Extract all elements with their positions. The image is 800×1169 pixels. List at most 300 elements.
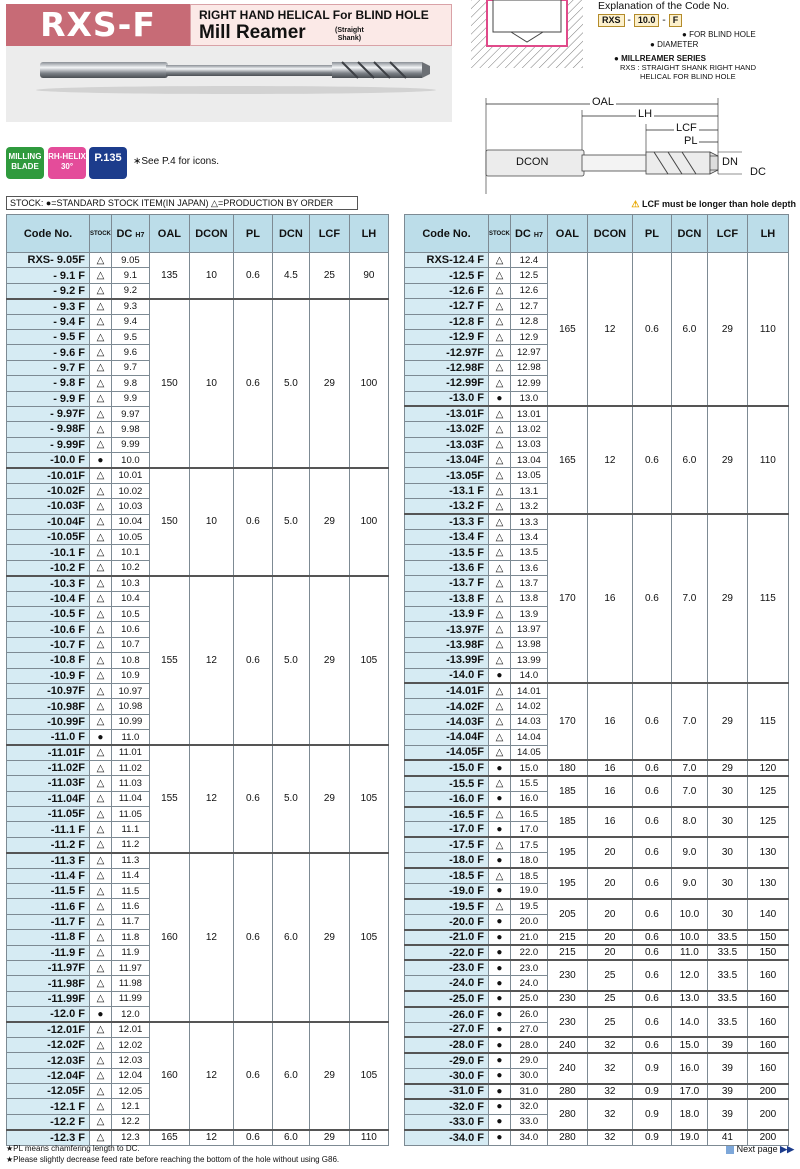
dc-cell: 19.0 <box>510 884 547 899</box>
table-row <box>7 1022 389 1037</box>
dcn-cell: 6.0 <box>272 853 309 1022</box>
code-cell: - 9.4 F <box>7 314 90 329</box>
stock-cell: △ <box>90 283 112 298</box>
dcon-cell: 16 <box>587 683 632 760</box>
stock-cell: ● <box>489 960 511 975</box>
dc-cell: 13.99 <box>510 653 547 668</box>
dcn-cell: 6.0 <box>272 1130 309 1145</box>
lh-cell: 110 <box>747 406 788 514</box>
oal-cell: 165 <box>149 1130 189 1145</box>
dc-cell: 11.98 <box>111 976 149 991</box>
lh-cell: 105 <box>349 1022 388 1130</box>
stock-cell: △ <box>90 530 112 545</box>
stock-cell: △ <box>489 745 511 760</box>
stock-cell: △ <box>90 483 112 498</box>
code-cell: -33.0 F <box>405 1114 489 1129</box>
lcf-cell: 29 <box>309 1130 349 1145</box>
oal-cell: 215 <box>547 945 587 960</box>
code-cell: -11.2 F <box>7 837 90 852</box>
dc-cell: 14.0 <box>510 668 547 683</box>
lh-cell: 100 <box>349 468 388 576</box>
code-cell: -10.98F <box>7 699 90 714</box>
code-cell: -11.1 F <box>7 822 90 837</box>
stock-cell: △ <box>90 376 112 391</box>
lcf-cell: 30 <box>707 807 747 838</box>
code-cell: -11.02F <box>7 760 90 775</box>
dc-cell: 12.02 <box>111 1037 149 1052</box>
stock-cell: △ <box>489 422 511 437</box>
page-ref-badge[interactable]: P.135 <box>89 147 127 179</box>
lcf-cell: 39 <box>707 1053 747 1084</box>
stock-cell: ● <box>90 453 112 468</box>
dc-cell: 12.01 <box>111 1022 149 1037</box>
code-cell: -14.01F <box>405 683 489 698</box>
col-dcn: DCN <box>272 215 309 253</box>
lh-cell: 200 <box>747 1130 788 1145</box>
lcf-cell: 30 <box>707 776 747 807</box>
dc-cell: 13.3 <box>510 514 547 529</box>
lh-cell: 125 <box>747 776 788 807</box>
label-pl: PL <box>684 135 698 147</box>
dc-cell: 10.9 <box>111 668 149 683</box>
dc-cell: 9.9 <box>111 391 149 406</box>
dc-cell: 10.03 <box>111 499 149 514</box>
stock-cell: △ <box>90 360 112 375</box>
pl-cell: 0.6 <box>632 776 671 807</box>
dc-cell: 12.04 <box>111 1068 149 1083</box>
oal-cell: 180 <box>547 760 587 775</box>
lh-cell: 150 <box>747 930 788 945</box>
oal-cell: 195 <box>547 837 587 868</box>
stock-cell: △ <box>90 930 112 945</box>
pl-cell: 0.6 <box>632 1037 671 1052</box>
code-cell: -16.0 F <box>405 791 489 806</box>
oal-cell: 135 <box>149 253 189 299</box>
stock-cell: △ <box>90 329 112 344</box>
table-row <box>405 807 789 822</box>
dcon-cell: 12 <box>587 406 632 514</box>
code-cell: -13.99F <box>405 653 489 668</box>
dc-cell: 12.7 <box>510 299 547 314</box>
dc-cell: 12.99 <box>510 376 547 391</box>
code-cell: -11.6 F <box>7 899 90 914</box>
pl-cell: 0.9 <box>632 1099 671 1130</box>
dc-cell: 11.04 <box>111 791 149 806</box>
dcon-cell: 25 <box>587 1007 632 1038</box>
stock-cell: △ <box>489 499 511 514</box>
product-title-box <box>190 4 452 46</box>
code-cell: -10.0 F <box>7 453 90 468</box>
stock-cell: △ <box>90 991 112 1006</box>
table-row <box>405 930 789 945</box>
stock-cell: ● <box>489 1099 511 1114</box>
code-cell: -12.03F <box>7 1053 90 1068</box>
code-cell: -11.9 F <box>7 945 90 960</box>
lcf-cell: 29 <box>309 853 349 1022</box>
dc-cell: 11.3 <box>111 853 149 868</box>
dcon-cell: 16 <box>587 807 632 838</box>
code-cell: -12.5 F <box>405 268 489 283</box>
dc-cell: 12.6 <box>510 283 547 298</box>
oal-cell: 230 <box>547 960 587 991</box>
stock-cell: △ <box>489 329 511 344</box>
dc-cell: 23.0 <box>510 960 547 975</box>
code-diameter: ● DIAMETER <box>650 40 699 49</box>
table-row <box>405 683 789 698</box>
footnote-pl: ★PL means chamfering length to DC. <box>6 1144 140 1153</box>
dc-cell: 9.3 <box>111 299 149 314</box>
stock-cell: △ <box>489 837 511 852</box>
dcon-cell: 12 <box>189 1130 233 1145</box>
stock-cell: ● <box>489 1084 511 1099</box>
code-cell: -10.02F <box>7 483 90 498</box>
table-row <box>405 776 789 791</box>
dc-cell: 9.7 <box>111 360 149 375</box>
table-row <box>405 899 789 914</box>
table-row <box>405 253 789 268</box>
stock-cell: △ <box>489 606 511 621</box>
code-cell: -10.03F <box>7 499 90 514</box>
stock-cell: ● <box>489 822 511 837</box>
lcf-cell: 30 <box>707 837 747 868</box>
table-row <box>7 576 389 591</box>
code-cell: -13.01F <box>405 406 489 421</box>
oal-cell: 165 <box>547 253 587 407</box>
lh-cell: 125 <box>747 807 788 838</box>
pl-cell: 0.6 <box>632 514 671 683</box>
lcf-cell: 29 <box>309 745 349 853</box>
lcf-cell: 29 <box>309 468 349 576</box>
code-cell: -26.0 F <box>405 1007 489 1022</box>
code-cell: -19.5 F <box>405 899 489 914</box>
code-cell: - 9.3 F <box>7 299 90 314</box>
lh-cell: 130 <box>747 868 788 899</box>
dc-cell: 10.02 <box>111 483 149 498</box>
code-cell: -13.05F <box>405 468 489 483</box>
code-cell: -12.05F <box>7 1084 90 1099</box>
stock-cell: △ <box>489 376 511 391</box>
stock-cell: △ <box>90 1053 112 1068</box>
dc-cell: 12.8 <box>510 314 547 329</box>
dcn-cell: 12.0 <box>671 960 707 991</box>
dc-cell: 12.05 <box>111 1084 149 1099</box>
dc-cell: 27.0 <box>510 1022 547 1037</box>
lcf-cell: 29 <box>707 760 747 775</box>
stock-cell: △ <box>90 576 112 591</box>
code-cell: -13.04F <box>405 453 489 468</box>
stock-cell: ● <box>489 668 511 683</box>
stock-cell: △ <box>90 960 112 975</box>
stock-legend: STOCK: ●=STANDARD STOCK ITEM(IN JAPAN) △=PRODUCTION BY ORDER <box>6 196 358 210</box>
code-cell: -11.05F <box>7 807 90 822</box>
dc-cell: 17.0 <box>510 822 547 837</box>
stock-cell: △ <box>489 468 511 483</box>
code-cell: -13.7 F <box>405 576 489 591</box>
lcf-cell: 33.5 <box>707 960 747 991</box>
lcf-cell: 29 <box>707 514 747 683</box>
dc-cell: 9.8 <box>111 376 149 391</box>
dc-cell: 13.02 <box>510 422 547 437</box>
code-cell: -11.3 F <box>7 853 90 868</box>
dcn-cell: 7.0 <box>671 776 707 807</box>
dc-cell: 10.6 <box>111 622 149 637</box>
dcon-cell: 10 <box>189 253 233 299</box>
col-stock: STOCK <box>90 215 112 253</box>
icons-note: ∗See P.4 for icons. <box>133 156 220 167</box>
lh-cell: 115 <box>747 514 788 683</box>
lh-cell: 160 <box>747 991 788 1006</box>
code-cell: -11.8 F <box>7 930 90 945</box>
stock-cell: △ <box>489 560 511 575</box>
code-cell: -13.8 F <box>405 591 489 606</box>
stock-cell: △ <box>90 853 112 868</box>
dcn-cell: 11.0 <box>671 945 707 960</box>
stock-cell: △ <box>489 253 511 268</box>
dc-cell: 16.5 <box>510 807 547 822</box>
stock-cell: △ <box>90 1114 112 1129</box>
stock-cell: △ <box>90 345 112 360</box>
dc-cell: 9.1 <box>111 268 149 283</box>
col-dc: DC H7 <box>111 215 149 253</box>
dc-cell: 34.0 <box>510 1130 547 1145</box>
label-lcf: LCF <box>676 122 697 134</box>
table-row <box>405 960 789 975</box>
stock-cell: ● <box>489 853 511 868</box>
lh-cell: 200 <box>747 1084 788 1099</box>
code-cell: -13.02F <box>405 422 489 437</box>
lcf-cell: 33.5 <box>707 991 747 1006</box>
dc-cell: 13.98 <box>510 637 547 652</box>
lh-cell: 100 <box>349 299 388 468</box>
stock-cell: △ <box>90 437 112 452</box>
lh-cell: 90 <box>349 253 388 299</box>
lcf-cell: 25 <box>309 253 349 299</box>
pl-cell: 0.9 <box>632 1130 671 1145</box>
code-cell: -20.0 F <box>405 914 489 929</box>
oal-cell: 195 <box>547 868 587 899</box>
dc-cell: 12.3 <box>111 1130 149 1145</box>
dc-cell: 13.5 <box>510 545 547 560</box>
pl-cell: 0.6 <box>632 1007 671 1038</box>
dcn-cell: 5.0 <box>272 299 309 468</box>
code-cell: - 9.2 F <box>7 283 90 298</box>
code-cell: -11.03F <box>7 776 90 791</box>
code-cell: -13.9 F <box>405 606 489 621</box>
lh-cell: 130 <box>747 837 788 868</box>
code-cell: -10.7 F <box>7 637 90 652</box>
dc-cell: 13.8 <box>510 591 547 606</box>
pl-cell: 0.6 <box>632 837 671 868</box>
code-cell: -18.5 F <box>405 868 489 883</box>
oal-cell: 170 <box>547 683 587 760</box>
code-cell: -13.4 F <box>405 530 489 545</box>
oal-cell: 280 <box>547 1130 587 1145</box>
dc-cell: 14.02 <box>510 699 547 714</box>
code-cell: -12.98F <box>405 360 489 375</box>
stock-cell: ● <box>90 1007 112 1022</box>
code-cell: -30.0 F <box>405 1068 489 1083</box>
lcf-warning: ⚠ LCF must be longer than hole depth <box>631 199 796 209</box>
lcf-cell: 33.5 <box>707 930 747 945</box>
stock-cell: △ <box>90 884 112 899</box>
dc-cell: 20.0 <box>510 914 547 929</box>
code-cell: -12.9 F <box>405 329 489 344</box>
stock-cell: △ <box>90 545 112 560</box>
oal-cell: 230 <box>547 991 587 1006</box>
lcf-cell: 39 <box>707 1099 747 1130</box>
stock-cell: △ <box>489 576 511 591</box>
code-cell: -34.0 F <box>405 1130 489 1145</box>
dc-cell: 22.0 <box>510 945 547 960</box>
code-cell: -28.0 F <box>405 1037 489 1052</box>
pl-cell: 0.6 <box>632 945 671 960</box>
dc-cell: 12.9 <box>510 329 547 344</box>
dc-cell: 11.01 <box>111 745 149 760</box>
code-cell: -12.1 F <box>7 1099 90 1114</box>
pl-cell: 0.6 <box>233 1022 272 1130</box>
stock-cell: △ <box>90 1068 112 1083</box>
dcon-cell: 10 <box>189 299 233 468</box>
stock-cell: △ <box>90 899 112 914</box>
lcf-cell: 33.5 <box>707 945 747 960</box>
oal-cell: 185 <box>547 776 587 807</box>
stock-cell: △ <box>90 837 112 852</box>
pl-cell: 0.6 <box>632 899 671 930</box>
stock-cell: △ <box>90 468 112 483</box>
dcon-cell: 20 <box>587 899 632 930</box>
lh-cell: 105 <box>349 853 388 1022</box>
code-cell: -25.0 F <box>405 991 489 1006</box>
code-cell: -13.5 F <box>405 545 489 560</box>
pl-cell: 0.6 <box>632 868 671 899</box>
dc-cell: 9.5 <box>111 329 149 344</box>
col-dcn: DCN <box>671 215 707 253</box>
dcon-cell: 32 <box>587 1037 632 1052</box>
code-cell: RXS- 9.05F <box>7 253 90 268</box>
dc-cell: 11.9 <box>111 945 149 960</box>
code-cell: -12.2 F <box>7 1114 90 1129</box>
dc-cell: 11.97 <box>111 960 149 975</box>
code-cell: - 9.97F <box>7 406 90 421</box>
stock-cell: △ <box>90 1037 112 1052</box>
code-cell: -22.0 F <box>405 945 489 960</box>
dcn-cell: 5.0 <box>272 576 309 745</box>
code-cell: -12.6 F <box>405 283 489 298</box>
pl-cell: 0.9 <box>632 1084 671 1099</box>
lh-cell: 160 <box>747 1007 788 1038</box>
col-code: Code No. <box>7 215 90 253</box>
warning-icon: ⚠ <box>631 199 640 209</box>
stock-cell: △ <box>90 422 112 437</box>
dcn-cell: 8.0 <box>671 807 707 838</box>
dc-cell: 13.0 <box>510 391 547 406</box>
label-dn: DN <box>722 156 738 168</box>
code-cell: -11.5 F <box>7 884 90 899</box>
code-cell: - 9.98F <box>7 422 90 437</box>
oal-cell: 240 <box>547 1037 587 1052</box>
dc-cell: 11.7 <box>111 914 149 929</box>
stock-cell: △ <box>489 360 511 375</box>
col-dc: DC H7 <box>510 215 547 253</box>
table-row <box>405 1099 789 1114</box>
lh-cell: 150 <box>747 945 788 960</box>
table-row <box>405 837 789 852</box>
dc-cell: 28.0 <box>510 1037 547 1052</box>
table-row <box>405 760 789 775</box>
table-row <box>405 868 789 883</box>
pl-cell: 0.6 <box>233 1130 272 1145</box>
pl-cell: 0.6 <box>632 960 671 991</box>
dc-cell: 17.5 <box>510 837 547 852</box>
code-cell: - 9.1 F <box>7 268 90 283</box>
dc-cell: 18.5 <box>510 868 547 883</box>
code-cell: - 9.9 F <box>7 391 90 406</box>
dc-cell: 12.03 <box>111 1053 149 1068</box>
dc-cell: 16.0 <box>510 791 547 806</box>
code-cell: -14.05F <box>405 745 489 760</box>
code-cell: -13.0 F <box>405 391 489 406</box>
milling-blade-badge: MILLING BLADE <box>6 147 44 179</box>
oal-cell: 240 <box>547 1053 587 1084</box>
dc-cell: 10.4 <box>111 591 149 606</box>
stock-cell: △ <box>90 714 112 729</box>
dcon-cell: 10 <box>189 468 233 576</box>
stock-cell: △ <box>90 868 112 883</box>
lcf-cell: 41 <box>707 1130 747 1145</box>
pl-cell: 0.6 <box>632 253 671 407</box>
table-row <box>7 468 389 483</box>
code-cell: -17.0 F <box>405 822 489 837</box>
code-cell: -12.02F <box>7 1037 90 1052</box>
lcf-cell: 39 <box>707 1084 747 1099</box>
dcon-cell: 12 <box>189 853 233 1022</box>
pl-cell: 0.6 <box>632 930 671 945</box>
lh-cell: 160 <box>747 1037 788 1052</box>
pl-cell: 0.9 <box>632 1053 671 1084</box>
next-page-link[interactable]: Next page ▶▶ <box>726 1144 794 1155</box>
right-spec-table <box>404 214 789 1146</box>
code-series-desc-1: RXS : STRAIGHT SHANK RIGHT HAND <box>620 63 756 72</box>
table-row <box>7 745 389 760</box>
col-dcon: DCON <box>189 215 233 253</box>
dcon-cell: 12 <box>587 253 632 407</box>
oal-cell: 150 <box>149 468 189 576</box>
dc-cell: 32.0 <box>510 1099 547 1114</box>
dcn-cell: 10.0 <box>671 930 707 945</box>
code-cell: -10.1 F <box>7 545 90 560</box>
dcn-cell: 7.0 <box>671 683 707 760</box>
dc-cell: 10.5 <box>111 606 149 621</box>
lh-cell: 140 <box>747 899 788 930</box>
dc-cell: 11.4 <box>111 868 149 883</box>
shank-note: (Straight Shank) <box>335 27 364 42</box>
code-cell: -14.03F <box>405 714 489 729</box>
oal-cell: 155 <box>149 745 189 853</box>
pl-cell: 0.6 <box>233 853 272 1022</box>
left-spec-table <box>6 214 389 1146</box>
label-oal: OAL <box>592 96 615 108</box>
table-row <box>405 514 789 529</box>
col-pl: PL <box>632 215 671 253</box>
stock-cell: △ <box>489 299 511 314</box>
dc-cell: 13.03 <box>510 437 547 452</box>
dc-cell: 10.04 <box>111 514 149 529</box>
lh-cell: 110 <box>747 253 788 407</box>
dc-cell: 13.1 <box>510 483 547 498</box>
code-cell: -13.6 F <box>405 560 489 575</box>
dimension-diagram <box>478 94 778 194</box>
stock-cell: △ <box>489 437 511 452</box>
